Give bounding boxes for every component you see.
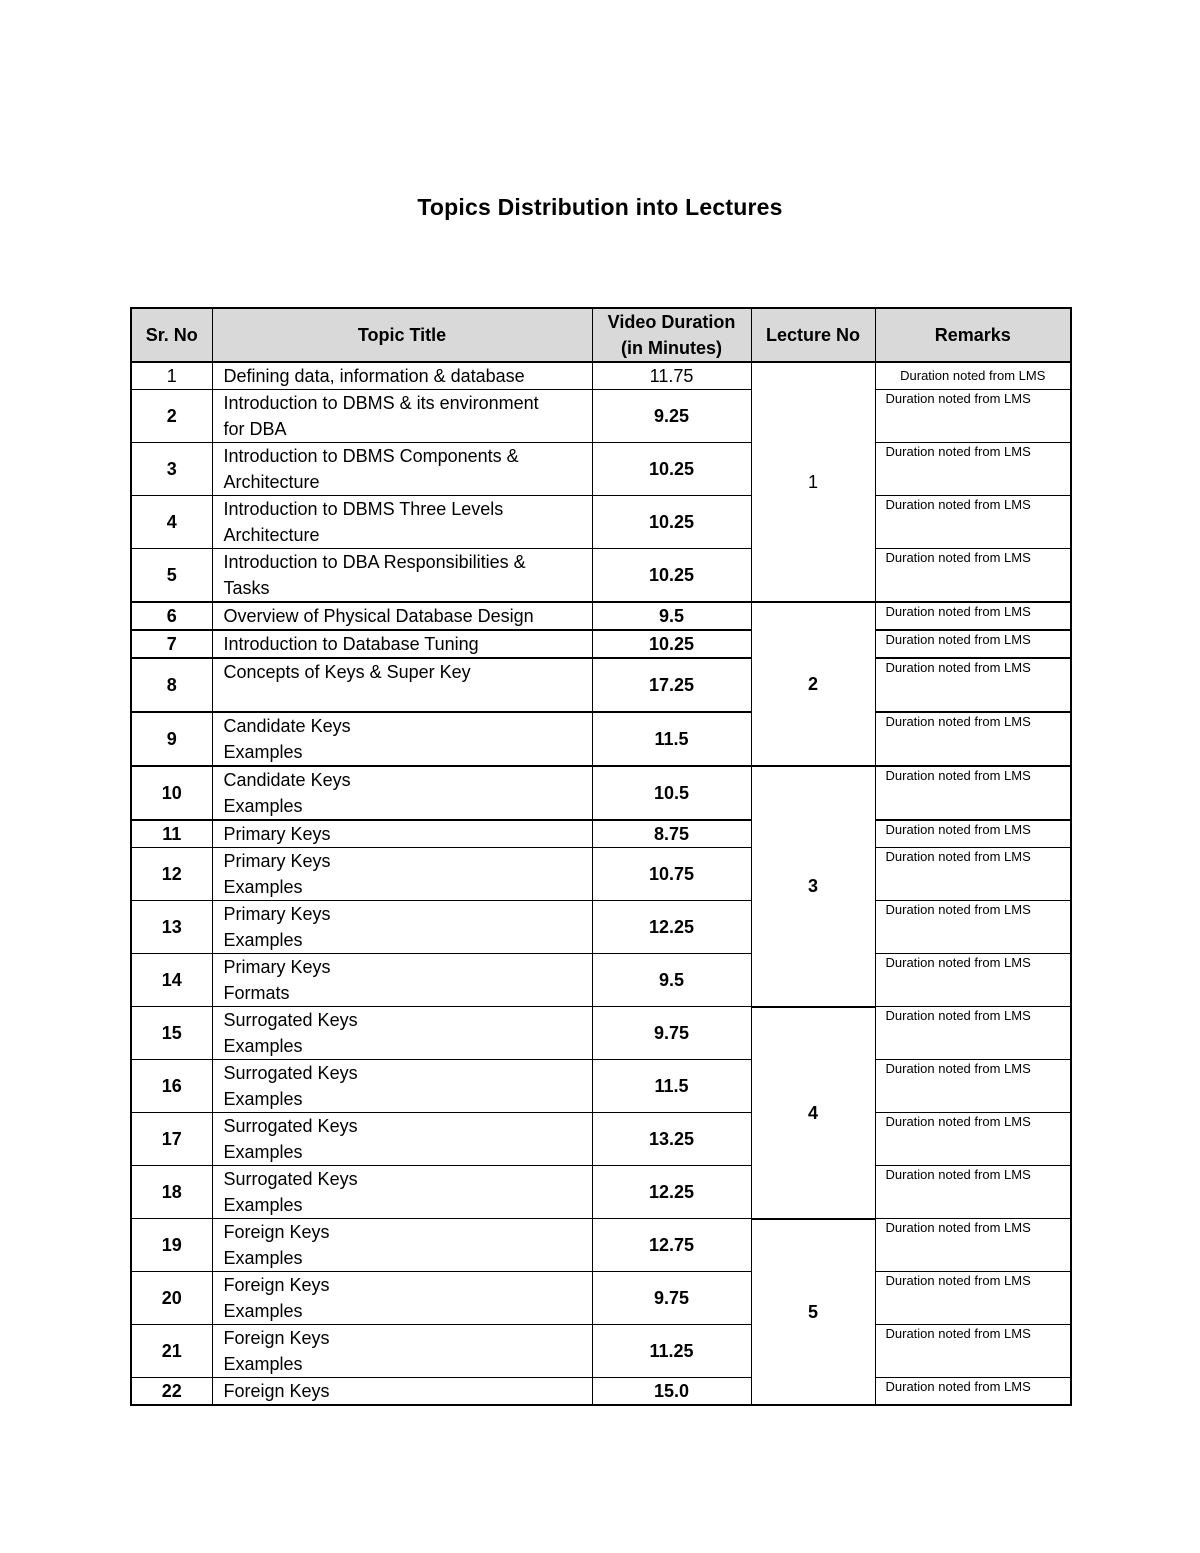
table-row — [131, 1272, 1071, 1325]
topic-cell — [212, 1007, 592, 1060]
remark-cell: Duration noted from LMS — [875, 1166, 1071, 1219]
table-row — [131, 496, 1071, 549]
sr-no-cell: 12 — [131, 848, 212, 901]
sr-no-cell: 14 — [131, 954, 212, 1007]
table-row — [131, 848, 1071, 901]
topic-cell — [212, 954, 592, 1007]
topic-line: Surrogated Keys — [223, 1116, 358, 1136]
table-row — [131, 1007, 1071, 1060]
remark-cell: Duration noted from LMS — [875, 766, 1071, 820]
topic-line: Introduction to DBMS Components & — [223, 446, 519, 466]
duration-cell: 13.25 — [592, 1113, 751, 1166]
lecture-no-cell: 5 — [751, 1219, 875, 1406]
lecture-no-cell: 3 — [751, 766, 875, 1007]
topic-line: Surrogated Keys — [223, 1063, 358, 1083]
table-row — [131, 390, 1071, 443]
topic-cell — [212, 496, 592, 549]
topic-line-2: Examples — [223, 742, 303, 762]
duration-cell: 12.25 — [592, 1166, 751, 1219]
topic-cell — [212, 766, 592, 820]
duration-cell: 10.25 — [592, 630, 751, 658]
topic-cell — [212, 820, 592, 848]
sr-no-cell: 1 — [131, 362, 212, 390]
remark-cell: Duration noted from LMS — [875, 443, 1071, 496]
topic-line: Primary Keys — [223, 904, 331, 924]
duration-cell: 11.5 — [592, 1060, 751, 1113]
header-video-duration-line1: Video Duration — [607, 312, 736, 332]
duration-cell: 15.0 — [592, 1378, 751, 1406]
duration-cell: 10.25 — [592, 496, 751, 549]
lecture-no-cell: 2 — [751, 602, 875, 766]
topic-line: Foreign Keys — [223, 1222, 330, 1242]
remark-cell: Duration noted from LMS — [875, 820, 1071, 848]
header-remarks: Remarks — [875, 308, 1071, 362]
duration-cell: 9.25 — [592, 390, 751, 443]
topic-line: Candidate Keys — [223, 770, 351, 790]
topic-cell — [212, 602, 592, 630]
table-row — [131, 820, 1071, 848]
table-row — [131, 549, 1071, 603]
sr-no-cell: 17 — [131, 1113, 212, 1166]
topic-cell — [212, 362, 592, 390]
table-row — [131, 443, 1071, 496]
duration-cell: 10.5 — [592, 766, 751, 820]
table-row — [131, 658, 1071, 712]
header-sr-no: Sr. No — [131, 308, 212, 362]
duration-cell: 12.75 — [592, 1219, 751, 1272]
topic-line: Introduction to Database Tuning — [223, 634, 479, 654]
topic-cell — [212, 1060, 592, 1113]
topic-line: Introduction to DBA Responsibilities & — [223, 552, 526, 572]
topic-line: Primary Keys — [223, 957, 331, 977]
sr-no-cell: 8 — [131, 658, 212, 712]
topic-cell — [212, 390, 592, 443]
duration-cell: 9.75 — [592, 1007, 751, 1060]
table-row — [131, 766, 1071, 820]
topic-cell — [212, 1113, 592, 1166]
topic-line-2: Architecture — [223, 472, 320, 492]
remark-cell: Duration noted from LMS — [875, 362, 1071, 390]
sr-no-cell: 7 — [131, 630, 212, 658]
remark-cell: Duration noted from LMS — [875, 496, 1071, 549]
remark-cell: Duration noted from LMS — [875, 549, 1071, 603]
topic-cell — [212, 1166, 592, 1219]
topic-line-2: Examples — [223, 796, 303, 816]
header-video-duration-line2: (in Minutes) — [621, 338, 722, 358]
duration-cell: 9.75 — [592, 1272, 751, 1325]
duration-cell: 8.75 — [592, 820, 751, 848]
remark-cell: Duration noted from LMS — [875, 1272, 1071, 1325]
topic-line: Introduction to DBMS & its environment — [223, 393, 539, 413]
sr-no-cell: 9 — [131, 712, 212, 766]
page-title: Topics Distribution into Lectures — [417, 194, 783, 220]
header-lecture-no: Lecture No — [751, 308, 875, 362]
remark-cell: Duration noted from LMS — [875, 901, 1071, 954]
lecture-no-cell: 4 — [751, 1007, 875, 1219]
sr-no-cell: 4 — [131, 496, 212, 549]
table-row — [131, 712, 1071, 766]
lecture-no-cell: 1 — [751, 362, 875, 602]
remark-cell: Duration noted from LMS — [875, 390, 1071, 443]
topic-cell — [212, 549, 592, 603]
topic-line: Primary Keys — [223, 824, 331, 844]
lecture-topics-table — [130, 307, 1072, 1406]
sr-no-cell: 22 — [131, 1378, 212, 1406]
topic-cell — [212, 1325, 592, 1378]
duration-cell: 11.75 — [592, 362, 751, 390]
table-row — [131, 1378, 1071, 1406]
topic-line-2: Tasks — [223, 578, 270, 598]
topic-line: Surrogated Keys — [223, 1169, 358, 1189]
sr-no-cell: 6 — [131, 602, 212, 630]
topic-line-2: Examples — [223, 1248, 303, 1268]
sr-no-cell: 21 — [131, 1325, 212, 1378]
duration-cell: 17.25 — [592, 658, 751, 712]
topic-cell — [212, 901, 592, 954]
sr-no-cell: 5 — [131, 549, 212, 603]
sr-no-cell: 16 — [131, 1060, 212, 1113]
duration-cell: 9.5 — [592, 602, 751, 630]
topic-line-2: Examples — [223, 1301, 303, 1321]
topic-cell — [212, 443, 592, 496]
remark-cell: Duration noted from LMS — [875, 954, 1071, 1007]
topic-line: Foreign Keys — [223, 1275, 330, 1295]
topic-line: Concepts of Keys & Super Key — [223, 662, 471, 682]
header-video-duration — [592, 308, 751, 362]
table-row — [131, 901, 1071, 954]
topic-line-2: Examples — [223, 1089, 303, 1109]
topic-line-2: Architecture — [223, 525, 320, 545]
duration-cell: 11.5 — [592, 712, 751, 766]
topic-cell — [212, 1219, 592, 1272]
topic-line-2: Examples — [223, 1142, 303, 1162]
table-row — [131, 630, 1071, 658]
table-row — [131, 602, 1071, 630]
sr-no-cell: 13 — [131, 901, 212, 954]
topic-line-2: Examples — [223, 1036, 303, 1056]
duration-cell: 9.5 — [592, 954, 751, 1007]
topic-line: Primary Keys — [223, 851, 331, 871]
remark-cell: Duration noted from LMS — [875, 1060, 1071, 1113]
topic-line-2: Examples — [223, 877, 303, 897]
sr-no-cell: 10 — [131, 766, 212, 820]
duration-cell: 10.75 — [592, 848, 751, 901]
sr-no-cell: 19 — [131, 1219, 212, 1272]
sr-no-cell: 15 — [131, 1007, 212, 1060]
topic-cell — [212, 712, 592, 766]
topic-line-2: Examples — [223, 1195, 303, 1215]
topic-line: Overview of Physical Database Design — [223, 606, 534, 626]
sr-no-cell: 18 — [131, 1166, 212, 1219]
topic-line: Introduction to DBMS Three Levels — [223, 499, 504, 519]
duration-cell: 10.25 — [592, 549, 751, 603]
remark-cell: Duration noted from LMS — [875, 712, 1071, 766]
topic-cell — [212, 1378, 592, 1406]
topic-line-2: Examples — [223, 1354, 303, 1374]
table-row — [131, 1219, 1071, 1272]
duration-cell: 12.25 — [592, 901, 751, 954]
table-row — [131, 1166, 1071, 1219]
header-topic-title: Topic Title — [212, 308, 592, 362]
remark-cell: Duration noted from LMS — [875, 1113, 1071, 1166]
remark-cell: Duration noted from LMS — [875, 658, 1071, 712]
remark-cell: Duration noted from LMS — [875, 602, 1071, 630]
topic-cell — [212, 1272, 592, 1325]
topic-cell — [212, 658, 592, 712]
remark-cell: Duration noted from LMS — [875, 848, 1071, 901]
remark-cell: Duration noted from LMS — [875, 1007, 1071, 1060]
topic-line: Foreign Keys — [223, 1328, 330, 1348]
table-row — [131, 954, 1071, 1007]
sr-no-cell: 2 — [131, 390, 212, 443]
remark-cell: Duration noted from LMS — [875, 1325, 1071, 1378]
duration-cell: 11.25 — [592, 1325, 751, 1378]
remark-cell: Duration noted from LMS — [875, 1219, 1071, 1272]
table-row — [131, 1325, 1071, 1378]
remark-cell: Duration noted from LMS — [875, 630, 1071, 658]
topic-line-2: Examples — [223, 930, 303, 950]
topic-line: Surrogated Keys — [223, 1010, 358, 1030]
topic-line: Candidate Keys — [223, 716, 351, 736]
topic-cell — [212, 848, 592, 901]
duration-cell: 10.25 — [592, 443, 751, 496]
table-row — [131, 1113, 1071, 1166]
topic-line: Foreign Keys — [223, 1381, 330, 1401]
sr-no-cell: 3 — [131, 443, 212, 496]
topic-line: Defining data, information & database — [223, 366, 525, 386]
topic-line-2: for DBA — [223, 419, 287, 439]
remark-cell: Duration noted from LMS — [875, 1378, 1071, 1406]
sr-no-cell: 11 — [131, 820, 212, 848]
topic-line-2: Formats — [223, 983, 290, 1003]
sr-no-cell: 20 — [131, 1272, 212, 1325]
table-header-row — [131, 308, 1071, 362]
table-row — [131, 362, 1071, 390]
table-row — [131, 1060, 1071, 1113]
topic-cell — [212, 630, 592, 658]
